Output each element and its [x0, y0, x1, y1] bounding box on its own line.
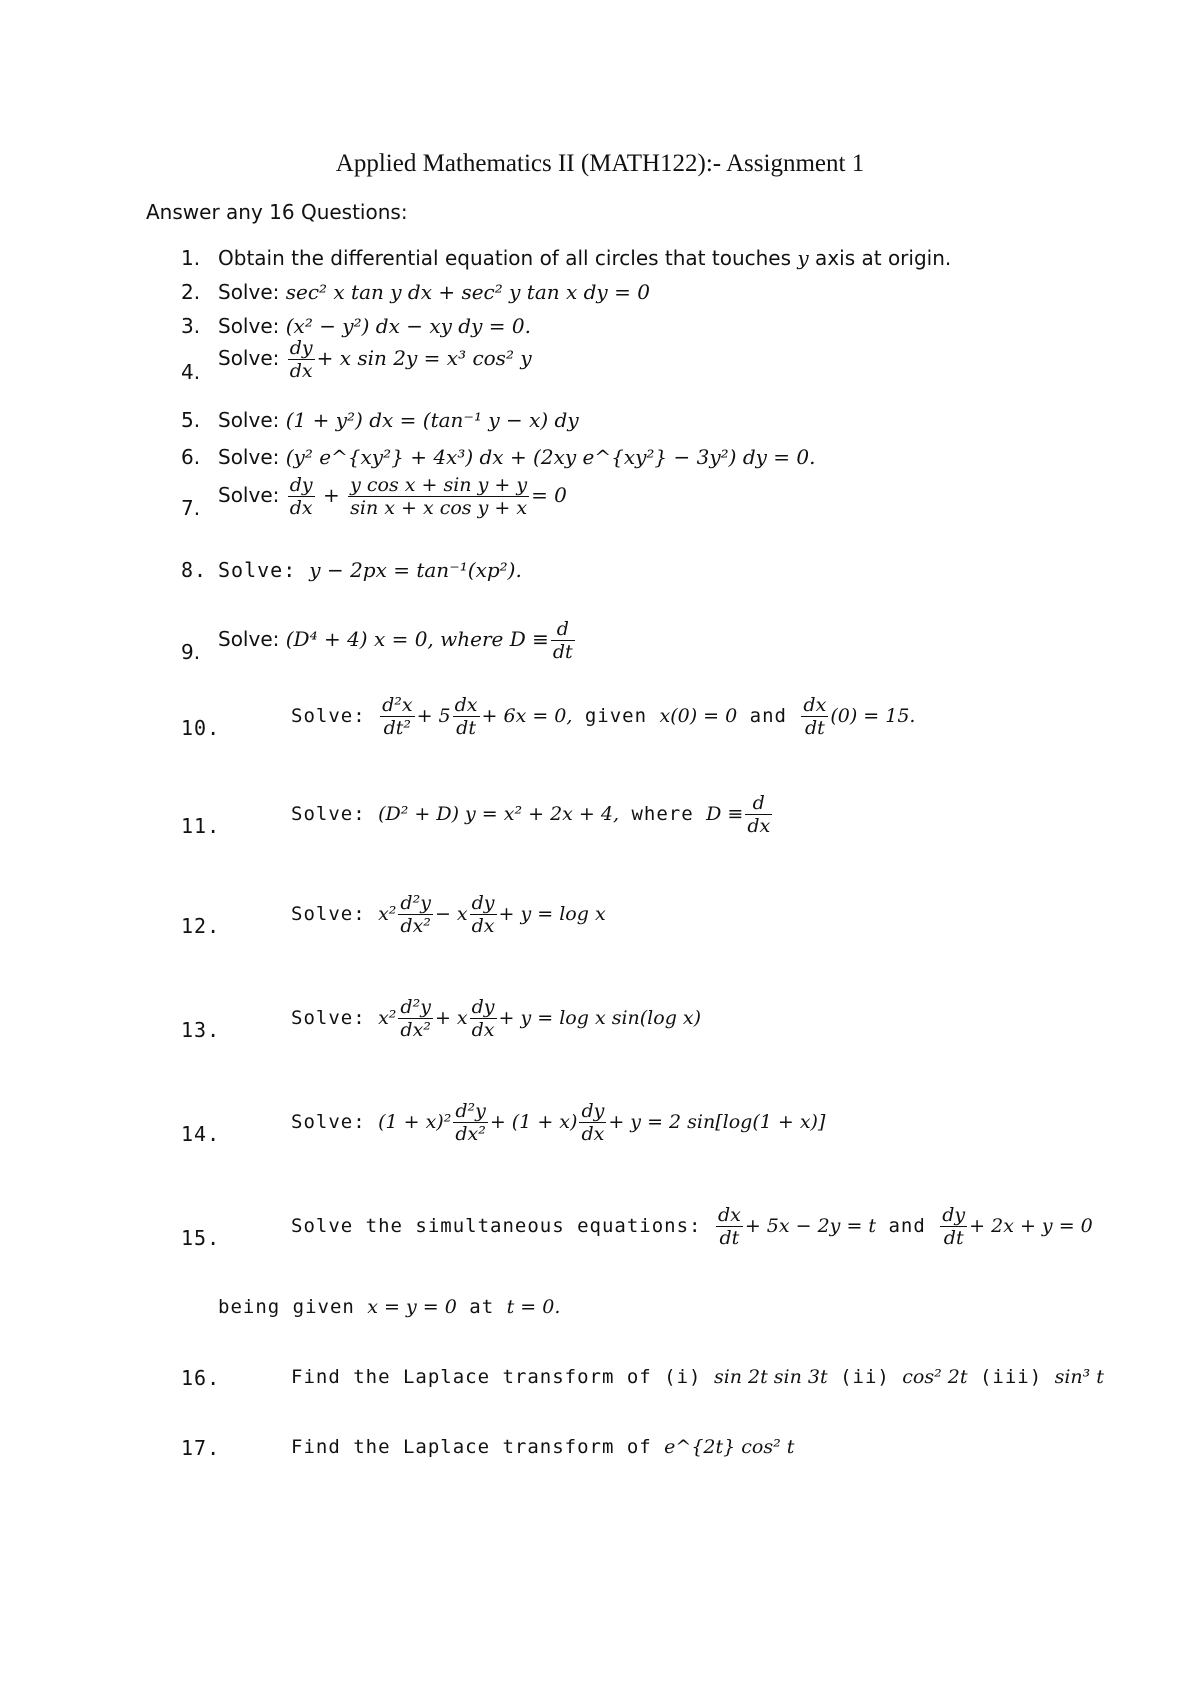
fraction: $\frac{\text{d²y}}{\text{dx²}}$ — [455, 1100, 486, 1145]
question-number: 16. — [181, 1366, 221, 1390]
fraction: $\frac{\text{y cos x + sin y + y}}{\text{sin x + x cos y + x}}$ — [350, 474, 528, 519]
equation: (y² e^{xy²} + 4x³) dx + (2xy e^{xy²} − 3y²) dy = 0. — [285, 445, 816, 469]
fraction: $\frac{\text{d²y}}{\text{dx²}}$ — [400, 996, 431, 1041]
question-number: 6. — [181, 445, 201, 469]
question-text: Find the Laplace transform of (i) sin 2t sin 3t (ii) cos² 2t (iii) sin³ t — [291, 1366, 1104, 1388]
fraction: $\frac{dy}{dx}$ — [471, 892, 495, 937]
equation: e^{2t} cos² t — [664, 1436, 795, 1458]
question-text: Solve: (D² + D) y = x² + 2x + 4, where D ≡ $\frac{d}{dx}$ — [291, 792, 771, 837]
question-number: 7. — [181, 496, 201, 520]
question-continuation: being given x = y = 0 at t = 0. — [218, 1296, 561, 1318]
question-number: 13. — [181, 1018, 221, 1042]
question-text: Solve: $\frac{dy}{dx}$ + x sin 2y = x³ cos² y — [218, 337, 532, 382]
question-text: Solve: $\frac{dy}{dx}$ + $\frac{\text{y cos x + sin y + y}}{\text{sin x + x cos y + x}}$ = 0 — [218, 474, 567, 519]
equation: + x sin 2y = x³ cos² y — [316, 346, 532, 370]
page-title: Applied Mathematics II (MATH122):- Assignment 1 — [335, 150, 865, 177]
question-text: Solve: x² $\frac{\text{d²y}}{\text{dx²}}$ − x $\frac{dy}{dx}$ + y = log x — [291, 892, 606, 937]
question-number: 4. — [181, 360, 201, 384]
question-text: Solve: (D⁴ + 4) x = 0, where D ≡ $\frac{d}{dt}$ — [218, 618, 573, 663]
question-text: Obtain the differential equation of all circles that touches y axis at origin. — [218, 246, 952, 270]
question-text: Solve: $\frac{\text{d²x}}{\text{dt²}}$ + 5 $\frac{dx}{dt}$ + 6x = 0, given x(0) = 0 and $\frac{dx}{dt}$ (0) = 15. — [291, 694, 916, 739]
fraction: $\frac{\text{d²x}}{\text{dt²}}$ — [382, 694, 413, 739]
equation: y − 2px = tan⁻¹(xp²). — [309, 558, 522, 582]
fraction: $\frac{d}{dx}$ — [747, 792, 771, 837]
fraction: $\frac{dy}{dx}$ — [289, 337, 313, 382]
fraction: $\frac{dx}{dt}$ — [454, 694, 478, 739]
question-number: 5. — [181, 408, 201, 432]
question-text: Solve: (1 + y²) dx = (tan⁻¹ y − x) dy — [218, 408, 579, 432]
question-text: Solve: x² $\frac{\text{d²y}}{\text{dx²}}$ + x $\frac{dy}{dx}$ + y = log x sin(log x) — [291, 996, 702, 1041]
question-text: Solve: (1 + x)² $\frac{\text{d²y}}{\text{dx²}}$ + (1 + x) $\frac{dy}{dx}$ + y = 2 sin[log(1 + x)] — [291, 1100, 826, 1145]
equation: (D⁴ + 4) x = 0, where D ≡ — [285, 627, 549, 651]
equation: sec² x tan y dx + sec² y tan x dy = 0 — [285, 280, 650, 304]
question-text: Solve: (y² e^{xy²} + 4x³) dx + (2xy e^{xy²} − 3y²) dy = 0. — [218, 445, 816, 469]
question-number: 1. — [181, 246, 201, 270]
question-text: Solve the simultaneous equations: $\frac{dx}{dt}$ + 5x − 2y = t and $\frac{dy}{dt}$ + 2x + y = 0 — [291, 1204, 1093, 1249]
question-number: 12. — [181, 914, 221, 938]
fraction: $\frac{\text{d²y}}{\text{dx²}}$ — [400, 892, 431, 937]
fraction: $\frac{dy}{dt}$ — [942, 1204, 966, 1249]
question-number: 2. — [181, 280, 201, 304]
fraction: $\frac{dy}{dx}$ — [581, 1100, 605, 1145]
question-number: 17. — [181, 1436, 221, 1460]
question-text: Solve: sec² x tan y dx + sec² y tan x dy = 0 — [218, 280, 650, 304]
equation: (x² − y²) dx − xy dy = 0. — [285, 314, 531, 338]
fraction: $\frac{dx}{dt}$ — [803, 694, 827, 739]
question-text: Find the Laplace transform of e^{2t} cos² t — [291, 1436, 795, 1458]
question-number: 11. — [181, 814, 221, 838]
question-number: 9. — [181, 640, 201, 664]
question-number: 8. — [181, 558, 208, 582]
fraction: $\frac{dy}{dx}$ — [289, 474, 313, 519]
fraction: $\frac{dy}{dx}$ — [471, 996, 495, 1041]
question-number: 15. — [181, 1226, 221, 1250]
question-number: 14. — [181, 1122, 221, 1146]
question-number: 10. — [181, 716, 221, 740]
instructions: Answer any 16 Questions: — [146, 200, 408, 224]
question-text: Solve: (x² − y²) dx − xy dy = 0. — [218, 314, 531, 338]
question-text: Solve: y − 2px = tan⁻¹(xp²). — [218, 558, 522, 582]
equation: (1 + y²) dx = (tan⁻¹ y − x) dy — [285, 408, 579, 432]
fraction: $\frac{dx}{dt}$ — [717, 1204, 741, 1249]
question-number: 3. — [181, 314, 201, 338]
fraction: $\frac{d}{dt}$ — [552, 618, 573, 663]
